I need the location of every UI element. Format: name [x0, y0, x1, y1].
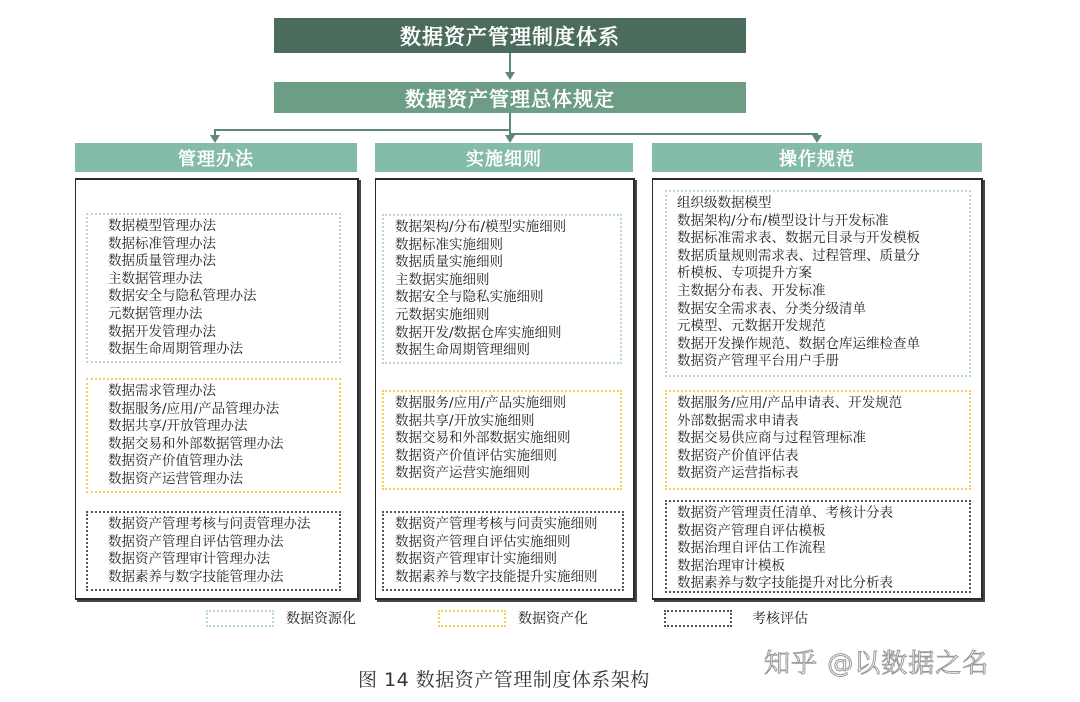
system-title: 数据资产管理制度体系	[400, 24, 620, 49]
list-item: 数据交易供应商与过程管理标准	[677, 430, 866, 447]
legend-swatch-assetization	[438, 610, 506, 627]
list-item: 数据安全与隐私实施细则	[395, 289, 544, 306]
column-header-label: 实施细则	[466, 148, 542, 170]
list-item: 主数据分布表、开发标准	[677, 282, 826, 299]
list-item: 数据资产管理考核与问责实施细则	[395, 516, 598, 532]
list-item: 数据质量规则需求表、过程管理、质量分	[677, 247, 920, 264]
column-frame-management-measures	[75, 178, 359, 600]
list-item: 主数据管理办法	[108, 270, 203, 287]
list-item: 数据素养与数字技能提升对比分析表	[677, 575, 893, 592]
list-item: 数据治理审计模板	[677, 557, 785, 574]
group-assessment-evaluation	[665, 500, 971, 593]
column-header-operating-specs	[652, 143, 982, 172]
column-header-label: 操作规范	[779, 148, 855, 170]
list-item: 数据需求管理办法	[108, 383, 216, 399]
list-item: 元模型、元数据开发规范	[677, 318, 826, 335]
list-item: 数据资产管理自评估管理办法	[108, 533, 284, 550]
list-item: 数据模型管理办法	[108, 218, 216, 234]
list-item: 数据资产价值评估实施细则	[395, 447, 557, 464]
list-item: 数据质量管理办法	[108, 253, 216, 270]
general-rules-title: 数据资产管理总体规定	[405, 87, 615, 111]
column-frame-implementation-rules	[375, 178, 635, 600]
list-item: 数据质量实施细则	[395, 254, 503, 271]
list-item: 数据资产管理自评估实施细则	[395, 533, 571, 550]
legend-swatch-resourcing	[206, 610, 274, 627]
list-item: 数据资产管理自评估模板	[677, 522, 826, 539]
list-item: 数据资产价值管理办法	[108, 453, 243, 470]
legend-label-resourcing: 数据资源化	[286, 611, 356, 627]
list-item: 数据安全需求表、分类分级清单	[677, 300, 866, 317]
list-item: 数据架构/分布/模型实施细则	[395, 219, 567, 235]
list-item: 数据资产运营管理办法	[108, 470, 243, 487]
group-data-resourcing	[665, 190, 971, 377]
system-title-box	[274, 18, 746, 53]
list-item: 数据资产管理平台用户手册	[677, 353, 839, 370]
group-data-assetization	[665, 390, 971, 490]
watermark: 知乎 @以数据之名	[764, 649, 990, 679]
list-item: 数据素养与数字技能提升实施细则	[395, 568, 598, 585]
group-data-resourcing	[382, 214, 622, 364]
group-data-resourcing	[86, 213, 341, 363]
list-item: 数据标准需求表、数据元目录与开发模板	[677, 230, 920, 247]
list-item: 数据资产价值评估表	[677, 447, 799, 464]
list-item: 元数据管理办法	[108, 305, 203, 322]
list-item: 数据治理自评估工作流程	[677, 540, 826, 557]
legend-label-assetization: 数据资产化	[518, 611, 588, 627]
legend-swatch-assessment	[664, 610, 732, 627]
list-item: 数据生命周期管理办法	[108, 341, 243, 358]
list-item: 主数据实施细则	[395, 271, 490, 288]
list-item: 数据生命周期管理细则	[395, 342, 530, 359]
list-item: 数据开发/数据仓库实施细则	[395, 324, 562, 341]
list-item: 数据开发操作规范、数据仓库运维检查单	[677, 335, 920, 352]
list-item: 数据资产管理责任清单、考核计分表	[677, 505, 893, 521]
connector-right-branch	[510, 133, 818, 135]
list-item: 数据资产管理考核与问责管理办法	[108, 516, 311, 532]
arrow-down-icon	[505, 72, 515, 80]
list-item: 析模板、专项提升方案	[677, 265, 812, 282]
group-assessment-evaluation	[86, 511, 341, 591]
general-rules-box	[274, 82, 746, 113]
list-item: 数据服务/应用/产品申请表、开发规范	[677, 395, 903, 411]
arrow-down-icon	[812, 135, 822, 143]
column-header-label: 管理办法	[178, 148, 254, 170]
list-item: 数据资产管理审计管理办法	[108, 551, 270, 568]
figure-caption: 图 14 数据资产管理制度体系架构	[358, 669, 650, 691]
list-item: 组织级数据模型	[677, 195, 772, 211]
column-frame-operating-specs	[652, 178, 983, 600]
list-item: 数据服务/应用/产品管理办法	[108, 400, 280, 417]
list-item: 数据服务/应用/产品实施细则	[395, 395, 567, 411]
legend-label-assessment: 考核评估	[752, 611, 808, 627]
list-item: 数据架构/分布/模型设计与开发标准	[677, 212, 889, 229]
group-data-assetization	[86, 378, 341, 493]
connector-left-branch	[214, 129, 510, 131]
arrow-down-icon	[210, 135, 220, 143]
list-item: 数据资产运营指标表	[677, 465, 799, 482]
list-item: 数据共享/开放实施细则	[395, 412, 535, 429]
list-item: 数据资产运营实施细则	[395, 465, 530, 482]
list-item: 数据资产管理审计实施细则	[395, 551, 557, 568]
list-item: 数据共享/开放管理办法	[108, 418, 248, 435]
connector-subtitle-down	[509, 113, 511, 135]
list-item: 数据安全与隐私管理办法	[108, 288, 257, 305]
list-item: 数据开发管理办法	[108, 323, 216, 340]
column-header-implementation-rules	[375, 143, 633, 172]
connector-title-to-subtitle	[509, 53, 511, 73]
group-assessment-evaluation	[382, 511, 624, 591]
list-item: 数据交易和外部数据实施细则	[395, 430, 571, 447]
list-item: 外部数据需求申请表	[677, 412, 799, 429]
list-item: 数据标准实施细则	[395, 236, 503, 253]
group-data-assetization	[382, 390, 622, 490]
list-item: 数据交易和外部数据管理办法	[108, 435, 284, 452]
column-header-management-measures	[75, 143, 357, 172]
arrow-down-icon	[505, 135, 515, 143]
list-item: 元数据实施细则	[395, 306, 490, 323]
list-item: 数据标准管理办法	[108, 235, 216, 252]
list-item: 数据素养与数字技能管理办法	[108, 568, 284, 585]
